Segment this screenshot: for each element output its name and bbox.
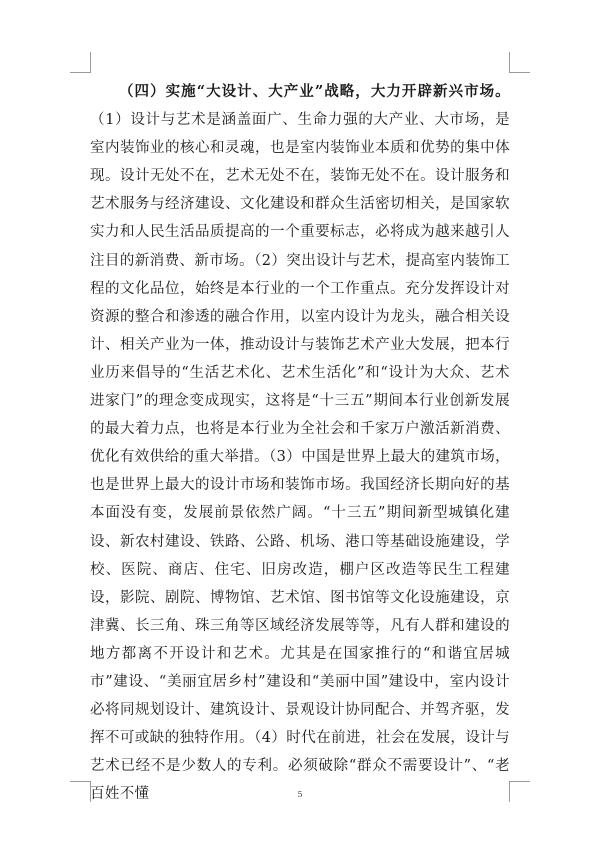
crop-mark-top-right	[509, 52, 530, 73]
paragraph	[90, 78, 510, 808]
page-number: 5	[297, 790, 303, 799]
crop-mark-top-left	[70, 52, 91, 73]
paragraph-body: （1）设计与艺术是涵盖面广、生命力强的大产业、大市场，是室内装饰业的核心和灵魂，也是室内装饰业本质和优势的集中体现。设计无处不在，艺术无处不在，装饰无处不在。设计服务和艺术服务与经济建设、文化建设和群众生活密切相关，是国家软实力和人民生活品质提高的一个重要标志，必将成为越来越引人注目的新消费、新市场。（2）突出设计与艺术，提高室内装饰工程的文化品位，始终是本行业的一个工作重点。充分发挥设计对资源的整合和渗透的融合作用，以室内设计为龙头，融合相关设计、相关产业为一体，推动设计与装饰艺术产业大发展，把本行业历来倡导的“生活艺术化、艺术生活化”和“设计为大众、艺术进家门”的理念变成现实，这将是“十三五”期间本行业创新发展的最大着力点，也将是本行业为全社会和千家万户激活新消费、优化有效供给的重大举措。（3）中国是世界上最大的建筑市场，也是世界上最大的设计市场和装饰市场。我国经济长期向好的基本面没有变，发展前景依然广阔。“十三五”期间新型城镇化建设、新农村建设、铁路、公路、机场、港口等基础设施建设，学校、医院、商店、住宅、旧房改造，棚户区改造等民生工程建设，影院、剧院、博物馆、艺术馆、图书馆等文化设施建设，京津冀、长三角、珠三角等区域经济发展等等，凡有人群和建设的地方都离不开设计和艺术。尤其是在国家推行的“和谐宜居城市”建设、“美丽宜居乡村”建设和“美丽中国”建设中，室内设计必将同规划设计、建筑设计、景观设计协同配合、并驾齐驱，发挥不可或缺的独特作用。（4）时代在前进，社会在发展，设计与艺术已经不是少数人的专利。必须破除“群众不需要设计”、“老百姓不懂	[90, 112, 510, 803]
body-text	[90, 78, 510, 808]
section-heading: （四）实施“大设计、大产业”战略，大力开辟新兴市场。	[119, 83, 510, 100]
